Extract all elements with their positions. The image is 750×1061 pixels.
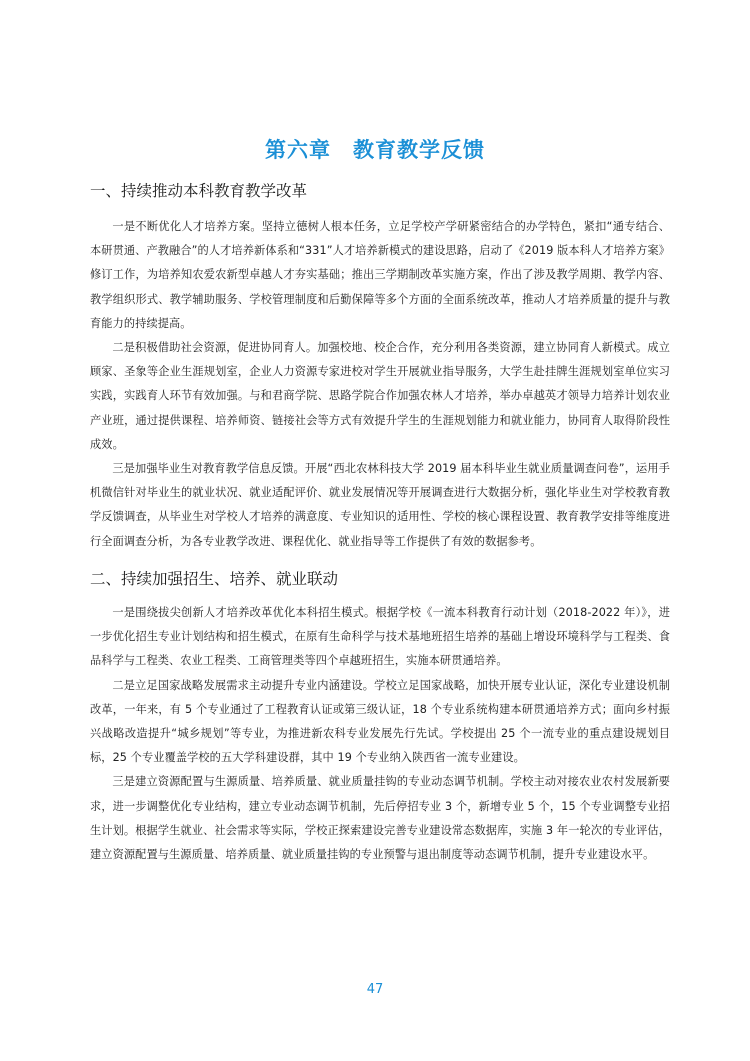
section-heading: 二、持续加强招生、培养、就业联动 [90,570,339,588]
paragraph: 一是围绕拔尖创新人才培养改革优化本科招生模式。根据学校《一流本科教育行动计划（2018-2022 年）》，进一步优化招生专业计划结构和招生模式，在原有生命科学与技术基地班招生培养的基础上增设环境科学与工程类、食品科学与工程类、农业工程类、工商管理类等四个卓越班招生，实施本研贯通培养。 [90,606,670,668]
paragraph: 二是立足国家战略发展需求主动提升专业内涵建设。学校立足国家战略，加快开展专业认证，深化专业建设机制改革，一年来，有 5 个专业通过了工程教育认证或第三级认证，18 个专业系统构建本研贯通培养方式；面向乡村振兴战略改造提升“城乡规划”等专业，为推进新农科专业发展先行先试。学校提出 25 个一流专业的重点建设规划目标，25 个专业覆盖学校的五大学科建设群，其中 19 个专业纳入陕西省一流专业建设。 [90,678,670,765]
paragraph: 三是建立资源配置与生源质量、培养质量、就业质量挂钩的专业动态调节机制。学校主动对接农业农村发展新要求，进一步调整优化专业结构，建立专业动态调节机制，先后停招专业 3 个，新增专业 5 个，15 个专业调整专业招生计划。根据学生就业、社会需求等实际，学校正探索建设完善专业建设常态数据库，实施 3 年一轮次的专业评估，建立资源配置与生源质量、培养质量、就业质量挂钩的专业预警与退出制度等动态调节机制，提升专业建设水平。 [90,775,670,862]
paragraph: 二是积极借助社会资源，促进协同育人。加强校地、校企合作，充分利用各类资源，建立协同育人新模式。成立顾家、圣象等企业生涯规划室，企业人力资源专家进校对学生开展就业指导服务，大学生赴挂牌生涯规划室单位实习实践，实践育人环节有效加强。与和君商学院、思路学院合作加强农林人才培养，举办卓越英才领导力培养计划农业产业班，通过提供课程、培养师资、链接社会等方式有效提升学生的生涯规划能力和就业能力，协同育人取得阶段性成效。 [90,341,670,451]
section-2 [90,568,670,867]
chapter-title: 第六章 教育教学反馈 [265,138,485,162]
paragraph: 一是不断优化人才培养方案。坚持立德树人根本任务，立足学校产学研紧密结合的办学特色，紧扣“通专结合、本研贯通、产教融合”的人才培养新体系和“331”人才培养新模式的建设思路，启动了《2019 版本科人才培养方案》修订工作，为培养知农爱农新型卓越人才夯实基础；推出三学期制改革实施方案，作出了涉及教学周期、教学内容、教学组织形式、教学辅助服务、学校管理制度和后勤保障等多个方面的全面系统改革，推动人才培养质量的提升与教育能力的持续提高。 [90,220,670,330]
section-heading: 一、持续推动本科教育教学改革 [90,182,308,200]
paragraph: 三是加强毕业生对教育教学信息反馈。开展“西北农林科技大学 2019 届本科毕业生就业质量调查问卷”，运用手机微信针对毕业生的就业状况、就业适配评价、就业发展情况等开展调查进行大数据分析，强化毕业生对学校教育教学反馈调查，从毕业生对学校人才培养的满意度、专业知识的适用性、学校的核心课程设置、教育教学安排等维度进行全面调查分析，为各专业教学改进、课程优化、就业指导等工作提供了有效的数据参考。 [90,462,670,548]
section-1 [90,180,670,554]
page-number: 47 [366,982,384,997]
